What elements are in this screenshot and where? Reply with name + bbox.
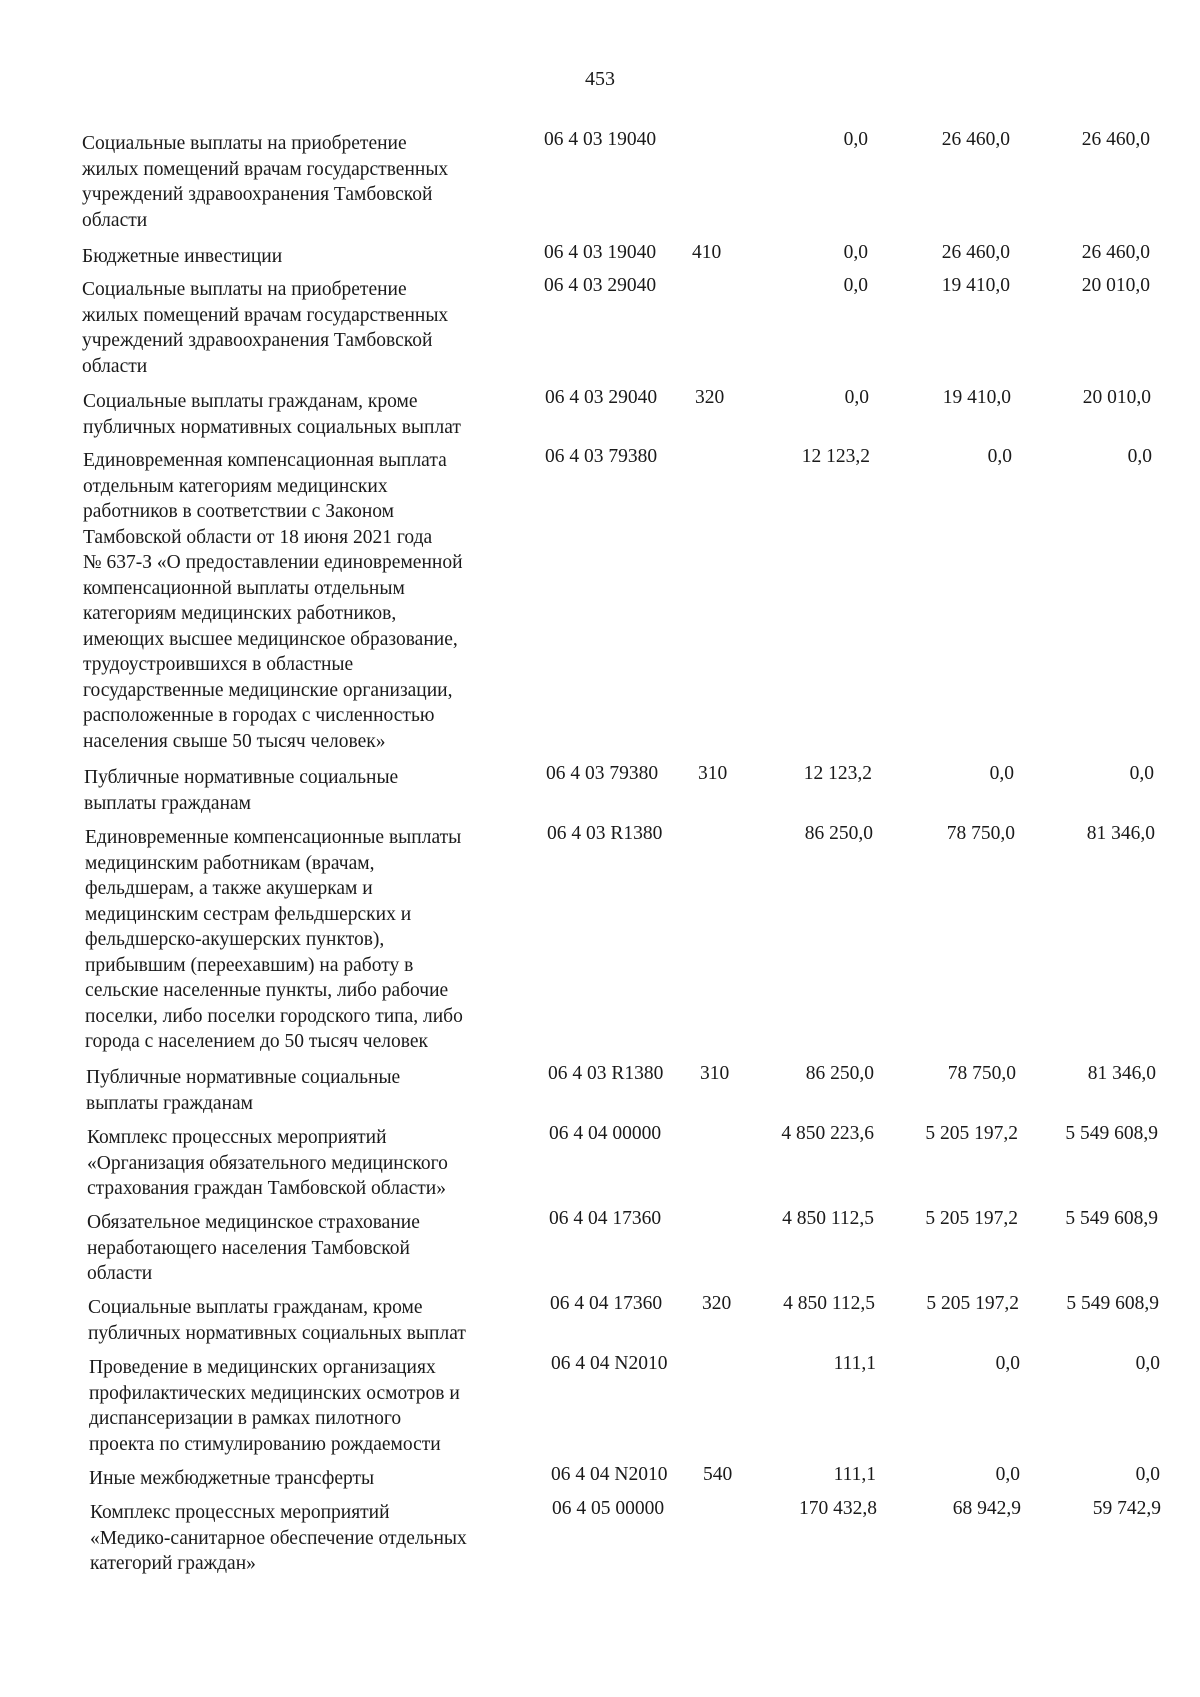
row-value-year1: 4 850 223,6: [781, 1123, 874, 1144]
row-code: 06 4 04 N2010: [551, 1464, 668, 1485]
row-value-year2: 0,0: [987, 446, 1012, 467]
row-code: 06 4 04 17360: [550, 1293, 663, 1314]
row-name: Единовременная компенсационная выплата отдельным категориям медицинских работников в соответствии с Законом Тамбовской области от 18 июня 2021 года № 637-З «О предоставлении единовременной компенсационной выплаты отдельным категориям медицинских работников, имеющих высшее медицинское образование, трудоустроившихся в областные государственные медицинские организации, расположенные в городах с численностью населения свыше 50 тысяч человек»: [83, 450, 463, 752]
row-value-year3: 5 549 608,9: [1066, 1293, 1159, 1314]
row-code: 06 4 03 19040: [544, 129, 657, 150]
row-value-year1: 0,0: [843, 129, 868, 150]
row-value-year3: 26 460,0: [1081, 242, 1150, 263]
row-code: 06 4 04 N2010: [551, 1353, 668, 1374]
row-name: Социальные выплаты на приобретение жилых помещений врачам государственных учреждений здравоохранения Тамбовской области: [82, 133, 449, 231]
row-value-year3: 81 346,0: [1086, 823, 1155, 844]
row-value-year3: 5 549 608,9: [1065, 1123, 1158, 1144]
row-value-year2: 0,0: [995, 1464, 1020, 1485]
row-expense-type: 310: [700, 1063, 730, 1084]
row-value-year1: 111,1: [833, 1353, 876, 1374]
row-value-year2: 78 750,0: [947, 1063, 1016, 1084]
row-name: Иные межбюджетные трансферты: [89, 1468, 375, 1489]
row-value-year2: 78 750,0: [946, 823, 1015, 844]
row-code: 06 4 04 17360: [549, 1208, 662, 1229]
row-value-year2: 19 410,0: [941, 275, 1010, 296]
row-value-year1: 0,0: [844, 387, 869, 408]
row-value-year2: 26 460,0: [941, 242, 1010, 263]
row-value-year2: 68 942,9: [952, 1498, 1021, 1519]
row-value-year1: 0,0: [843, 242, 868, 263]
row-value-year1: 12 123,2: [803, 763, 872, 784]
row-value-year3: 0,0: [1135, 1353, 1160, 1374]
row-value-year1: 4 850 112,5: [782, 1208, 874, 1229]
row-value-year1: 4 850 112,5: [783, 1293, 875, 1314]
row-value-year1: 12 123,2: [801, 446, 870, 467]
row-value-year1: 170 432,8: [799, 1498, 877, 1519]
row-expense-type: 320: [702, 1293, 732, 1314]
row-value-year1: 86 250,0: [805, 1063, 874, 1084]
row-code: 06 4 03 79380: [545, 446, 658, 467]
row-value-year3: 0,0: [1135, 1464, 1160, 1485]
row-value-year2: 0,0: [995, 1353, 1020, 1374]
row-code: 06 4 03 29040: [544, 275, 657, 296]
row-value-year1: 111,1: [833, 1464, 876, 1485]
row-value-year2: 0,0: [989, 763, 1014, 784]
row-value-year2: 19 410,0: [942, 387, 1011, 408]
row-code: 06 4 03 79380: [546, 763, 659, 784]
row-value-year2: 26 460,0: [941, 129, 1010, 150]
row-name: Обязательное медицинское страхование неработающего населения Тамбовской области: [87, 1212, 420, 1284]
row-expense-type: 310: [698, 763, 728, 784]
row-value-year3: 0,0: [1129, 763, 1154, 784]
row-name: Публичные нормативные социальные выплаты гражданам: [86, 1067, 401, 1114]
row-name: Проведение в медицинских организациях профилактических медицинских осмотров и диспансеризации в рамках пилотного проекта по стимулированию рождаемости: [89, 1357, 460, 1455]
row-code: 06 4 05 00000: [552, 1498, 665, 1519]
row-expense-type: 320: [695, 387, 725, 408]
row-value-year2: 5 205 197,2: [925, 1208, 1018, 1229]
row-value-year3: 20 010,0: [1081, 275, 1150, 296]
row-expense-type: 410: [692, 242, 722, 263]
row-name: Социальные выплаты гражданам, кроме публичных нормативных социальных выплат: [83, 391, 461, 438]
row-name: Социальные выплаты на приобретение жилых помещений врачам государственных учреждений здравоохранения Тамбовской области: [82, 279, 449, 377]
row-name: Бюджетные инвестиции: [82, 246, 283, 267]
row-code: 06 4 03 R1380: [547, 823, 663, 844]
page-number: 453: [585, 68, 615, 90]
row-value-year2: 5 205 197,2: [926, 1293, 1019, 1314]
row-value-year3: 20 010,0: [1082, 387, 1151, 408]
row-value-year1: 0,0: [843, 275, 868, 296]
row-code: 06 4 03 R1380: [548, 1063, 664, 1084]
row-expense-type: 540: [703, 1464, 733, 1485]
row-value-year2: 5 205 197,2: [925, 1123, 1018, 1144]
row-name: Социальные выплаты гражданам, кроме публичных нормативных социальных выплат: [88, 1297, 466, 1344]
row-name: Публичные нормативные социальные выплаты гражданам: [84, 767, 399, 814]
row-name: Единовременные компенсационные выплаты медицинским работникам (врачам, фельдшерам, а также акушеркам и медицинским сестрам фельдшерских и фельдшерско-акушерских пунктов), прибывшим (переехавшим) на работу в сельские населенные пункты, либо рабочие поселки, либо поселки городского типа, либо города с населением до 50 тысяч человек: [85, 827, 463, 1052]
row-value-year3: 5 549 608,9: [1065, 1208, 1158, 1229]
row-value-year3: 59 742,9: [1092, 1498, 1161, 1519]
row-name: Комплекс процессных мероприятий «Медико-санитарное обеспечение отдельных категорий граждан»: [90, 1502, 467, 1574]
row-value-year3: 0,0: [1127, 446, 1152, 467]
row-value-year1: 86 250,0: [804, 823, 873, 844]
row-code: 06 4 03 29040: [545, 387, 658, 408]
row-code: 06 4 04 00000: [549, 1123, 662, 1144]
row-name: Комплекс процессных мероприятий «Организация обязательного медицинского страхования граждан Тамбовской области»: [87, 1127, 448, 1199]
row-code: 06 4 03 19040: [544, 242, 657, 263]
row-value-year3: 81 346,0: [1087, 1063, 1156, 1084]
row-value-year3: 26 460,0: [1081, 129, 1150, 150]
